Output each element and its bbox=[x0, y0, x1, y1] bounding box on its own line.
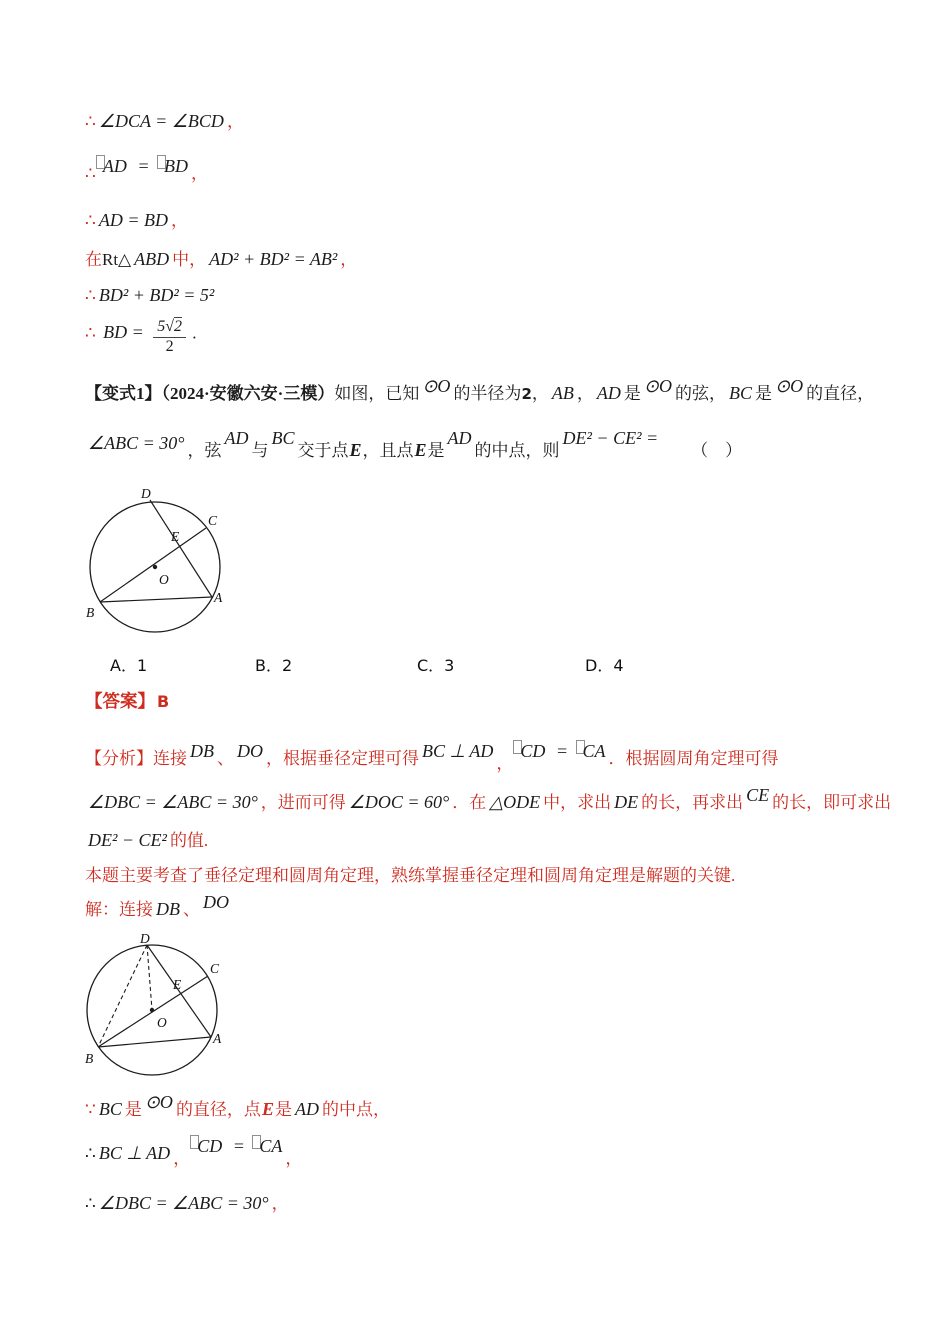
text-run: 如图，已知 bbox=[334, 384, 420, 403]
text-run: 交于点 bbox=[297, 441, 349, 460]
text-run: 的直径， bbox=[806, 384, 875, 403]
text-run: 是 bbox=[623, 384, 641, 403]
sqrt-argument: 2 bbox=[174, 318, 182, 335]
text-run: ⊙O bbox=[774, 376, 804, 396]
text-run: ∠ABC = 30° bbox=[88, 433, 185, 453]
point-label-E: E bbox=[171, 529, 180, 544]
text-run: 的中点，则 bbox=[474, 441, 560, 460]
text-run: ，进而可得 bbox=[260, 793, 346, 812]
chord-BA bbox=[100, 597, 212, 602]
text-run: BD² + BD² = 5² bbox=[98, 285, 215, 305]
text-run: ∴ bbox=[85, 1194, 96, 1213]
circle-diagram-2 bbox=[85, 932, 235, 1094]
text-run: ∴ bbox=[85, 1144, 96, 1163]
text-run: ∴ bbox=[85, 211, 96, 230]
answer-line bbox=[85, 688, 169, 713]
text-run: ， bbox=[173, 1149, 191, 1168]
text-run: ， bbox=[340, 250, 358, 269]
text-run: DO bbox=[203, 892, 229, 912]
text-run: ， bbox=[285, 1149, 303, 1168]
text-run: = bbox=[551, 741, 573, 761]
center-dot bbox=[150, 1008, 154, 1012]
analysis-line1 bbox=[85, 740, 779, 771]
formula-line-pythagoras bbox=[85, 247, 357, 272]
point-label-A: A bbox=[213, 1031, 222, 1046]
text-run: 本题主要考查了垂径定理和圆周角定理，熟练掌握垂径定理和圆周角定理是解题的关键. bbox=[85, 866, 736, 885]
text-run: 【变式1】 bbox=[85, 384, 162, 403]
text-run: DB bbox=[156, 899, 180, 919]
point-label-B: B bbox=[85, 1051, 94, 1066]
formula-lhs: BD = bbox=[103, 322, 149, 343]
text-run: 的中点， bbox=[321, 1100, 390, 1119]
text-run: AD = BD bbox=[98, 210, 168, 230]
answer-tag: 【答案】 bbox=[85, 691, 155, 711]
text-run: ABD bbox=[134, 249, 170, 269]
text-run: ，且点 bbox=[362, 441, 414, 460]
text-run: CD bbox=[197, 1136, 223, 1156]
text-run: BC bbox=[271, 428, 295, 448]
text-run: ，弦 bbox=[187, 441, 222, 460]
text-run: 是 bbox=[124, 1100, 142, 1119]
circle-diagram-1-svg bbox=[85, 487, 235, 647]
text-run: BC ⊥ AD bbox=[422, 741, 494, 761]
text-run: ，根据垂径定理可得 bbox=[266, 749, 419, 768]
text-run: △ODE bbox=[489, 792, 541, 812]
text-run: ⊙O bbox=[144, 1092, 173, 1112]
text-run: ∠DOC = 60° bbox=[348, 792, 450, 812]
text-run: 解：连接 bbox=[85, 900, 153, 919]
text-run: AD bbox=[447, 428, 472, 448]
text-run: BC bbox=[98, 1099, 122, 1119]
text-run: 是 bbox=[274, 1100, 292, 1119]
text-run: （ ） bbox=[691, 441, 743, 460]
text-run: ⊙O bbox=[643, 376, 672, 396]
conclusion-line3 bbox=[85, 1191, 289, 1216]
text-run: AB bbox=[551, 383, 574, 403]
point-label-D: D bbox=[141, 487, 151, 501]
period: . bbox=[192, 323, 197, 343]
circle-diagram-2-svg bbox=[85, 932, 235, 1094]
text-run: AD bbox=[224, 428, 249, 448]
point-label-B: B bbox=[86, 605, 95, 620]
chord-BA bbox=[98, 1037, 211, 1047]
circle-diagram-1 bbox=[85, 487, 235, 647]
text-run: 的弦， bbox=[674, 384, 726, 403]
text-run: ， bbox=[226, 112, 244, 131]
text-run: ∠DCA = ∠BCD bbox=[98, 111, 224, 131]
text-run: ， bbox=[496, 754, 514, 773]
text-run: ．在 bbox=[452, 793, 487, 812]
formula-line-dca-bcd bbox=[85, 109, 244, 134]
text-run: （2024·安徽六安·三模） bbox=[161, 384, 335, 403]
text-run: DE bbox=[614, 792, 639, 812]
conclusion-line1 bbox=[85, 1092, 390, 1122]
fraction bbox=[153, 318, 186, 357]
text-run: BC bbox=[728, 383, 752, 403]
text-run: DE² − CE² bbox=[88, 830, 167, 850]
formula-line-bd-result bbox=[85, 318, 197, 357]
dashed-line-DO bbox=[147, 945, 152, 1010]
text-run: Rt△ bbox=[102, 250, 132, 269]
option-a: A．1 bbox=[110, 656, 148, 675]
analysis-keynote bbox=[85, 864, 735, 888]
text-run: BC ⊥ AD bbox=[98, 1143, 171, 1163]
text-run: ∴ bbox=[85, 164, 96, 183]
text-run: = bbox=[228, 1136, 250, 1156]
point-label-A: A bbox=[214, 590, 223, 605]
text-run: ， bbox=[576, 384, 594, 403]
text-run: ⊙O bbox=[422, 376, 451, 396]
text-run: 是 bbox=[754, 384, 772, 403]
text-run: AD bbox=[102, 156, 127, 176]
text-run: = bbox=[132, 156, 154, 176]
option-c: C．3 bbox=[417, 656, 455, 675]
problem-statement-line2 bbox=[85, 428, 743, 463]
text-run: ∴ bbox=[85, 286, 96, 305]
text-run: BD bbox=[163, 156, 188, 176]
text-run: DB bbox=[190, 741, 214, 761]
text-run: CE bbox=[746, 785, 770, 805]
text-run: ， bbox=[531, 384, 549, 403]
text-run: ．根据圆周角定理可得 bbox=[608, 749, 779, 768]
text-run: 与 bbox=[251, 441, 269, 460]
text-run: 中，求出 bbox=[543, 793, 612, 812]
text-run: ， bbox=[190, 164, 208, 183]
solution-start-line bbox=[85, 892, 232, 922]
analysis-line2 bbox=[85, 785, 892, 815]
text-run: AD bbox=[596, 383, 621, 403]
options-row bbox=[0, 653, 950, 677]
diameter-BC bbox=[100, 528, 206, 602]
text-run: 的半径为 bbox=[453, 384, 522, 403]
text-run: 的长，即可求出 bbox=[772, 793, 892, 812]
text-run: CD bbox=[520, 741, 546, 761]
text-run: 的长，再求出 bbox=[641, 793, 744, 812]
analysis-line3 bbox=[85, 828, 208, 853]
conclusion-line2 bbox=[85, 1135, 302, 1166]
formula-line-bd-squared bbox=[85, 283, 217, 308]
point-label-C: C bbox=[208, 513, 218, 528]
text-run: E bbox=[261, 1099, 274, 1119]
text-run: 在 bbox=[85, 250, 102, 269]
therefore-symbol: ∴ bbox=[85, 323, 96, 343]
text-run: 的直径，点 bbox=[175, 1100, 261, 1119]
text-run: ， bbox=[271, 1194, 289, 1213]
text-run: CA bbox=[582, 741, 606, 761]
text-run: 、 bbox=[183, 900, 200, 919]
text-run: 中， bbox=[172, 250, 207, 269]
formula-line-arc-ad-bd bbox=[85, 155, 208, 186]
problem-statement-line1 bbox=[85, 376, 875, 406]
text-run: ∴ bbox=[85, 112, 96, 131]
center-dot bbox=[153, 565, 157, 569]
text-run: 连接 bbox=[153, 749, 187, 768]
point-label-C: C bbox=[210, 961, 220, 976]
text-run: ∠DBC = ∠ABC = 30° bbox=[88, 792, 258, 812]
numerator-int: 5 bbox=[157, 318, 166, 335]
sqrt-symbol: √ bbox=[165, 318, 174, 335]
fraction-denominator: 2 bbox=[165, 338, 174, 356]
text-run: CA bbox=[259, 1136, 283, 1156]
text-run: 是 bbox=[427, 441, 445, 460]
option-d: D．4 bbox=[585, 656, 624, 675]
text-run: ∵ bbox=[85, 1100, 96, 1119]
text-run: AD bbox=[294, 1099, 319, 1119]
text-run: 、 bbox=[217, 749, 234, 768]
text-run: ∠DBC = ∠ABC = 30° bbox=[98, 1193, 269, 1213]
answer-value: B bbox=[157, 692, 170, 711]
point-label-D: D bbox=[140, 932, 150, 946]
point-label-O: O bbox=[159, 572, 169, 587]
option-b: B．2 bbox=[255, 656, 293, 675]
text-run: E bbox=[414, 440, 427, 460]
text-run: 的值. bbox=[169, 831, 209, 850]
text-run: E bbox=[349, 440, 362, 460]
text-run: 2 bbox=[521, 385, 532, 403]
text-run: ， bbox=[170, 211, 188, 230]
text-run: DE² − CE² = bbox=[562, 428, 659, 448]
point-label-O: O bbox=[157, 1015, 167, 1030]
text-run: 【分析】 bbox=[85, 749, 153, 768]
point-label-E: E bbox=[173, 977, 182, 992]
text-run: DO bbox=[237, 741, 263, 761]
fraction-numerator bbox=[153, 318, 186, 338]
formula-line-ad-bd bbox=[85, 208, 188, 233]
text-run: AD² + BD² = AB² bbox=[209, 249, 338, 269]
